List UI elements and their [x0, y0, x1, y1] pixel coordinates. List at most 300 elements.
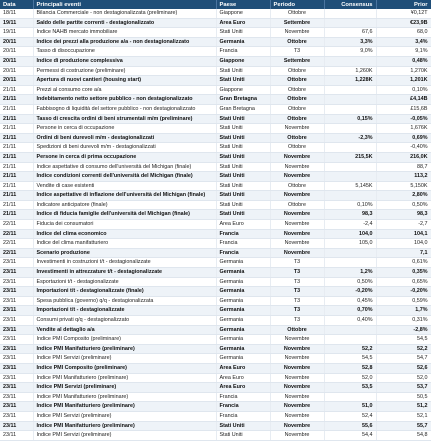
row-event: Indice del clima manifatturiero: [33, 239, 216, 249]
row-period: Novembre: [270, 344, 324, 354]
row-prior: -2,8%: [376, 325, 431, 335]
row-prior: 1,270K: [376, 66, 431, 76]
row-prior: -0,20%: [376, 287, 431, 297]
table-row[interactable]: [0, 172, 431, 182]
row-event: Indice PMI Manifatturiero (preliminare): [33, 421, 216, 431]
row-prior: 2,80%: [376, 191, 431, 201]
row-country: Stati Uniti: [216, 200, 270, 210]
table-row[interactable]: [0, 181, 431, 191]
row-period: T3: [270, 47, 324, 57]
row-prior: 68,0: [376, 28, 431, 38]
header-country[interactable]: Paese: [216, 0, 270, 9]
table-row[interactable]: [0, 210, 431, 220]
row-consensus: [324, 143, 376, 153]
row-prior: 52,1: [376, 411, 431, 421]
row-prior: 53,7: [376, 383, 431, 393]
table-row[interactable]: [0, 104, 431, 114]
row-event: Apertura di nuovi cantieri (housing start): [33, 76, 216, 86]
row-event: Indice condizioni correnti dell'università del Michigan (finale): [33, 172, 216, 182]
table-row[interactable]: [0, 316, 431, 326]
table-row[interactable]: [0, 325, 431, 335]
row-period: Novembre: [270, 172, 324, 182]
row-event: Persone in cerca di prima occupazione: [33, 152, 216, 162]
row-prior: 0,35%: [376, 268, 431, 278]
row-date: 23/11: [0, 402, 33, 412]
row-date: 20/11: [0, 76, 33, 86]
row-period: Novembre: [270, 363, 324, 373]
row-country: Francia: [216, 392, 270, 402]
row-prior: 51,2: [376, 402, 431, 412]
row-date: 23/11: [0, 383, 33, 393]
row-prior: 7,1: [376, 248, 431, 258]
row-date: 18/11: [0, 9, 33, 18]
row-period: Ottobre: [270, 104, 324, 114]
row-date: 20/11: [0, 56, 33, 66]
row-date: 23/11: [0, 431, 33, 441]
row-country: Stati Uniti: [216, 172, 270, 182]
row-date: 21/11: [0, 143, 33, 153]
row-country: Germania: [216, 287, 270, 297]
row-period: Settembre: [270, 18, 324, 28]
table-row[interactable]: [0, 200, 431, 210]
row-country: Area Euro: [216, 383, 270, 393]
row-consensus: 52,2: [324, 344, 376, 354]
row-period: Novembre: [270, 411, 324, 421]
row-event: Consumi privati q/q - destagionalizzato: [33, 316, 216, 326]
table-row[interactable]: [0, 248, 431, 258]
row-country: Francia: [216, 229, 270, 239]
row-period: Novembre: [270, 431, 324, 441]
row-date: 23/11: [0, 354, 33, 364]
row-event: Indice aspettative di consumo dell'università del Michigan (finale): [33, 162, 216, 172]
row-period: Novembre: [270, 248, 324, 258]
header-event[interactable]: Principali eventi: [33, 0, 216, 9]
row-event: Indebitamento netto settore pubblico - non destagionalizzato: [33, 95, 216, 105]
row-date: 21/11: [0, 104, 33, 114]
row-consensus: [324, 248, 376, 258]
row-prior: 52,2: [376, 344, 431, 354]
table-row[interactable]: [0, 56, 431, 66]
row-prior: 0,59%: [376, 296, 431, 306]
row-consensus: 0,15%: [324, 114, 376, 124]
table-row[interactable]: [0, 85, 431, 95]
row-consensus: [324, 56, 376, 66]
row-date: 21/11: [0, 200, 33, 210]
row-country: Giappone: [216, 9, 270, 18]
row-date: 21/11: [0, 133, 33, 143]
row-date: 22/11: [0, 239, 33, 249]
row-event: Vendite al dettaglio a/a: [33, 325, 216, 335]
row-period: Ottobre: [270, 9, 324, 18]
row-country: Gran Bretagna: [216, 104, 270, 114]
table-row[interactable]: [0, 277, 431, 287]
row-consensus: [324, 85, 376, 95]
table-row[interactable]: [0, 354, 431, 364]
row-country: Area Euro: [216, 373, 270, 383]
row-country: Francia: [216, 402, 270, 412]
row-date: 19/11: [0, 28, 33, 38]
row-consensus: 215,5K: [324, 152, 376, 162]
row-prior: 104,0: [376, 239, 431, 249]
row-event: Indice PMI Manifatturiero (preliminare): [33, 373, 216, 383]
row-date: 23/11: [0, 335, 33, 345]
row-date: 23/11: [0, 316, 33, 326]
header-period[interactable]: Periodo: [270, 0, 324, 9]
row-prior: -2,7: [376, 220, 431, 230]
row-event: Investimenti in costruzioni t/t - destagionalizzate: [33, 258, 216, 268]
row-prior: 50,5: [376, 392, 431, 402]
row-date: 21/11: [0, 95, 33, 105]
row-date: 23/11: [0, 268, 33, 278]
row-date: 22/11: [0, 248, 33, 258]
row-consensus: 0,45%: [324, 296, 376, 306]
row-date: 21/11: [0, 191, 33, 201]
row-date: 21/11: [0, 172, 33, 182]
row-date: 21/11: [0, 152, 33, 162]
row-country: Stati Uniti: [216, 181, 270, 191]
row-prior: 1,7%: [376, 306, 431, 316]
row-country: Stati Uniti: [216, 133, 270, 143]
row-date: 23/11: [0, 373, 33, 383]
row-consensus: [324, 392, 376, 402]
row-period: Novembre: [270, 421, 324, 431]
row-country: Gran Bretagna: [216, 95, 270, 105]
row-country: Francia: [216, 248, 270, 258]
row-event: Indice PMI Servizi (preliminare): [33, 411, 216, 421]
row-event: Indice PMI Composito (preliminare): [33, 363, 216, 373]
row-prior: 3,4%: [376, 37, 431, 47]
row-country: Germania: [216, 316, 270, 326]
row-consensus: 52,0: [324, 373, 376, 383]
row-country: Germania: [216, 344, 270, 354]
table-row[interactable]: [0, 421, 431, 431]
row-country: Germania: [216, 37, 270, 47]
row-prior: 54,5: [376, 335, 431, 345]
row-consensus: 67,6: [324, 28, 376, 38]
table-row[interactable]: [0, 239, 431, 249]
row-period: Novembre: [270, 152, 324, 162]
row-consensus: 5,145K: [324, 181, 376, 191]
row-event: Indice dei prezzi alla produzione a/a - non destagionalizzato: [33, 37, 216, 47]
table-header-row: [0, 0, 431, 9]
table-row[interactable]: [0, 18, 431, 28]
row-date: 21/11: [0, 85, 33, 95]
row-event: Indice PMI Manifatturiero (preliminare): [33, 344, 216, 354]
row-period: Novembre: [270, 239, 324, 249]
row-date: 23/11: [0, 287, 33, 297]
table-row[interactable]: [0, 229, 431, 239]
row-period: T3: [270, 277, 324, 287]
header-date[interactable]: Data: [0, 0, 33, 9]
row-country: Francia: [216, 47, 270, 57]
table-row[interactable]: [0, 95, 431, 105]
table-row[interactable]: [0, 114, 431, 124]
row-event: Spesa pubblica (governo) q/q - destagionalizzata: [33, 296, 216, 306]
row-period: Novembre: [270, 373, 324, 383]
table-row[interactable]: [0, 143, 431, 153]
row-period: Novembre: [270, 124, 324, 134]
row-country: Stati Uniti: [216, 191, 270, 201]
row-period: Ottobre: [270, 325, 324, 335]
row-date: 21/11: [0, 124, 33, 134]
row-consensus: -2,4: [324, 220, 376, 230]
row-consensus: 53,5: [324, 383, 376, 393]
row-prior: 54,7: [376, 354, 431, 364]
row-country: Stati Uniti: [216, 28, 270, 38]
header-prior[interactable]: Prior: [376, 0, 431, 9]
table-row[interactable]: [0, 9, 431, 18]
row-prior: 0,48%: [376, 56, 431, 66]
table-row[interactable]: [0, 191, 431, 201]
row-event: Indice PMI Servizi (preliminare): [33, 431, 216, 441]
row-period: Novembre: [270, 28, 324, 38]
row-country: Stati Uniti: [216, 76, 270, 86]
row-date: 23/11: [0, 392, 33, 402]
row-country: Stati Uniti: [216, 210, 270, 220]
row-prior: 0,10%: [376, 85, 431, 95]
table-row[interactable]: [0, 28, 431, 38]
row-prior: 54,8: [376, 431, 431, 441]
row-event: Investimenti in attrezzature t/t - destagionalizzate: [33, 268, 216, 278]
row-period: Ottobre: [270, 76, 324, 86]
table-row[interactable]: [0, 392, 431, 402]
row-prior: 9,1%: [376, 47, 431, 57]
row-period: Novembre: [270, 354, 324, 364]
row-event: Saldo delle partite correnti - destagionalizzato: [33, 18, 216, 28]
row-consensus: 104,0: [324, 229, 376, 239]
row-event: Bilancia Commerciale - non destagionalizzata (preliminare): [33, 9, 216, 18]
row-prior: 104,1: [376, 229, 431, 239]
row-period: Novembre: [270, 402, 324, 412]
row-consensus: 105,0: [324, 239, 376, 249]
row-prior: 1,201K: [376, 76, 431, 86]
table-row[interactable]: [0, 411, 431, 421]
row-event: Indice di produzione complessiva: [33, 56, 216, 66]
row-event: Tasso di disoccupazione: [33, 47, 216, 57]
row-consensus: 0,40%: [324, 316, 376, 326]
row-event: Indice PMI Manifatturiero (preliminare): [33, 392, 216, 402]
row-period: Novembre: [270, 392, 324, 402]
row-consensus: [324, 95, 376, 105]
row-date: 23/11: [0, 363, 33, 373]
row-country: Stati Uniti: [216, 143, 270, 153]
row-date: 20/11: [0, 66, 33, 76]
row-event: Fabbisogno di liquidità del settore pubblico - non destagionalizzato: [33, 104, 216, 114]
row-date: 21/11: [0, 210, 33, 220]
row-event: Indice PMI Composito (preliminare): [33, 335, 216, 345]
table-row[interactable]: [0, 220, 431, 230]
row-consensus: 54,5: [324, 354, 376, 364]
row-date: 23/11: [0, 306, 33, 316]
row-consensus: 52,4: [324, 411, 376, 421]
row-country: Stati Uniti: [216, 114, 270, 124]
table-row[interactable]: [0, 344, 431, 354]
row-period: T3: [270, 296, 324, 306]
row-event: Tasso di crescita ordini di beni strumentali m/m (preliminare): [33, 114, 216, 124]
row-period: Novembre: [270, 210, 324, 220]
row-consensus: -0,20%: [324, 287, 376, 297]
row-prior: 1,676K: [376, 124, 431, 134]
row-consensus: [324, 191, 376, 201]
row-date: 22/11: [0, 220, 33, 230]
row-event: Scenario produzione: [33, 248, 216, 258]
row-country: Area Euro: [216, 363, 270, 373]
row-consensus: [324, 172, 376, 182]
row-event: Indice di fiducia famiglie dell'università del Michigan (finale): [33, 210, 216, 220]
row-prior: 0,31%: [376, 316, 431, 326]
row-prior: 0,69%: [376, 133, 431, 143]
row-consensus: 1,260K: [324, 66, 376, 76]
row-country: Francia: [216, 239, 270, 249]
row-period: Novembre: [270, 220, 324, 230]
row-country: Stati Uniti: [216, 431, 270, 441]
row-prior: 0,50%: [376, 200, 431, 210]
row-date: 19/11: [0, 18, 33, 28]
row-prior: 98,3: [376, 210, 431, 220]
row-consensus: [324, 335, 376, 345]
row-country: Germania: [216, 258, 270, 268]
row-country: Germania: [216, 306, 270, 316]
row-prior: 88,7: [376, 162, 431, 172]
row-consensus: 98,3: [324, 210, 376, 220]
table-row[interactable]: [0, 47, 431, 57]
row-country: Germania: [216, 354, 270, 364]
table-row[interactable]: [0, 133, 431, 143]
row-country: Stati Uniti: [216, 152, 270, 162]
row-period: Ottobre: [270, 143, 324, 153]
row-date: 20/11: [0, 37, 33, 47]
row-prior: 5,150K: [376, 181, 431, 191]
row-country: Area Euro: [216, 18, 270, 28]
row-event: Fiducia dei consumatori: [33, 220, 216, 230]
row-consensus: 52,8: [324, 363, 376, 373]
row-prior: ¥0,12T: [376, 9, 431, 18]
row-consensus: 9,0%: [324, 47, 376, 57]
header-consensus[interactable]: Consensus: [324, 0, 376, 9]
row-event: Indice PMI Manifatturiero (preliminare): [33, 402, 216, 412]
row-event: Importazioni t/t - destagionalizzate: [33, 306, 216, 316]
table-row[interactable]: [0, 363, 431, 373]
row-date: 21/11: [0, 181, 33, 191]
row-event: Prezzi al consumo core a/a: [33, 85, 216, 95]
row-prior: £4,14B: [376, 95, 431, 105]
row-period: Ottobre: [270, 114, 324, 124]
table-row[interactable]: [0, 296, 431, 306]
row-event: Indice PMI Servizi (preliminare): [33, 354, 216, 364]
row-prior: 0,65%: [376, 277, 431, 287]
row-consensus: 3,3%: [324, 37, 376, 47]
row-country: Germania: [216, 325, 270, 335]
row-date: 21/11: [0, 114, 33, 124]
row-consensus: [324, 258, 376, 268]
table-row[interactable]: [0, 162, 431, 172]
row-country: Giappone: [216, 56, 270, 66]
row-country: Stati Uniti: [216, 421, 270, 431]
row-country: Giappone: [216, 85, 270, 95]
row-consensus: 1,2%: [324, 268, 376, 278]
row-period: T3: [270, 258, 324, 268]
row-consensus: [324, 9, 376, 18]
row-consensus: [324, 162, 376, 172]
row-period: Ottobre: [270, 66, 324, 76]
table-row[interactable]: [0, 431, 431, 441]
row-consensus: -2,3%: [324, 133, 376, 143]
row-period: Novembre: [270, 383, 324, 393]
row-country: Germania: [216, 335, 270, 345]
row-prior: 52,0: [376, 373, 431, 383]
row-prior: £15,6B: [376, 104, 431, 114]
row-consensus: [324, 124, 376, 134]
table-row[interactable]: [0, 287, 431, 297]
row-consensus: 54,4: [324, 431, 376, 441]
row-date: 23/11: [0, 258, 33, 268]
table-row[interactable]: [0, 152, 431, 162]
row-event: Permessi di costruzione (preliminare): [33, 66, 216, 76]
row-event: Indice PMI Servizi (preliminare): [33, 383, 216, 393]
row-period: T3: [270, 316, 324, 326]
row-period: Novembre: [270, 191, 324, 201]
table-row[interactable]: [0, 373, 431, 383]
row-country: Stati Uniti: [216, 66, 270, 76]
row-consensus: 51,0: [324, 402, 376, 412]
row-period: Ottobre: [270, 37, 324, 47]
row-event: Ordini di beni durevoli m/m - destagionalizzati: [33, 133, 216, 143]
row-period: Ottobre: [270, 181, 324, 191]
row-consensus: [324, 104, 376, 114]
row-period: Ottobre: [270, 95, 324, 105]
table-row[interactable]: [0, 335, 431, 345]
table-row[interactable]: [0, 306, 431, 316]
row-country: Stati Uniti: [216, 124, 270, 134]
row-period: Novembre: [270, 335, 324, 345]
row-period: Novembre: [270, 229, 324, 239]
row-period: T3: [270, 268, 324, 278]
row-consensus: 0,70%: [324, 306, 376, 316]
row-date: 23/11: [0, 277, 33, 287]
row-period: Ottobre: [270, 85, 324, 95]
row-prior: €23,9B: [376, 18, 431, 28]
row-event: Indice aspettative di inflazione dell'università del Michigan (finale): [33, 191, 216, 201]
row-period: Ottobre: [270, 133, 324, 143]
row-country: Francia: [216, 411, 270, 421]
row-prior: 52,6: [376, 363, 431, 373]
row-prior: 113,2: [376, 172, 431, 182]
table-row[interactable]: [0, 258, 431, 268]
row-event: Spedizioni di beni durevoli m/m - destagionalizzati: [33, 143, 216, 153]
row-prior: 0,61%: [376, 258, 431, 268]
row-date: 22/11: [0, 229, 33, 239]
row-event: Esportazioni t/t - destagionalizzate: [33, 277, 216, 287]
row-consensus: [324, 325, 376, 335]
row-date: 21/11: [0, 162, 33, 172]
table-row[interactable]: [0, 76, 431, 86]
table-row[interactable]: [0, 37, 431, 47]
row-date: 20/11: [0, 47, 33, 57]
row-country: Germania: [216, 296, 270, 306]
row-date: 23/11: [0, 325, 33, 335]
row-country: Germania: [216, 268, 270, 278]
table-row[interactable]: [0, 66, 431, 76]
table-row[interactable]: [0, 402, 431, 412]
table-row[interactable]: [0, 124, 431, 134]
row-prior: 216,0K: [376, 152, 431, 162]
row-period: T3: [270, 306, 324, 316]
table-row[interactable]: [0, 383, 431, 393]
row-period: Settembre: [270, 56, 324, 66]
row-consensus: [324, 18, 376, 28]
table-row[interactable]: [0, 268, 431, 278]
row-consensus: 0,10%: [324, 200, 376, 210]
